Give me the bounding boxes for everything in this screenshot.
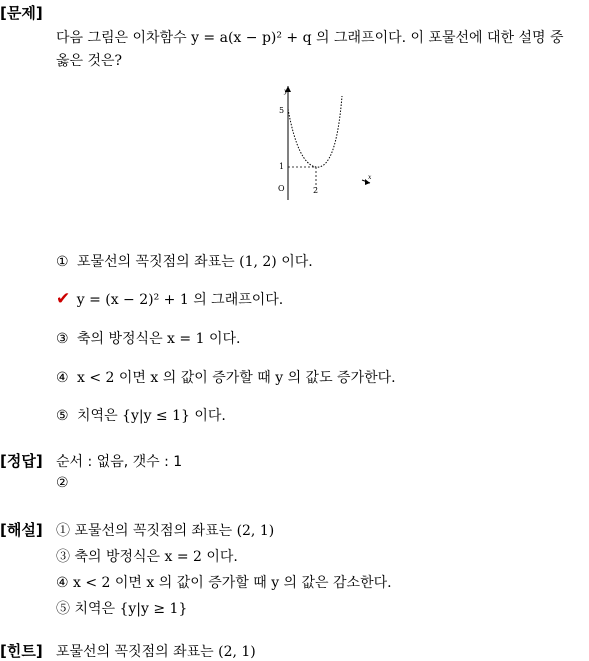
- check-mark-icon: ✔: [56, 289, 71, 309]
- choice-4-text: x < 2 이면 x 의 값이 증가할 때 y 의 값도 증가한다.: [77, 370, 396, 386]
- x-tick-2: 2: [313, 186, 319, 195]
- y-tick-5: 5: [279, 106, 285, 115]
- x-axis-label: x: [368, 174, 372, 181]
- question-line-2: 옳은 것은?: [56, 53, 123, 69]
- explanation-line-3: ④ x < 2 이면 x 의 값이 증가할 때 y 의 값은 감소한다.: [56, 575, 392, 591]
- y-tick-1: 1: [279, 162, 285, 171]
- answer-value: ②: [56, 475, 69, 491]
- parabola-graph: [270, 82, 380, 204]
- origin-label: O: [278, 184, 285, 193]
- hint-label: [힌트]: [0, 642, 43, 660]
- choice-3-text: 축의 방정식은 x = 1 이다.: [77, 331, 241, 347]
- answer-meta: 순서 : 없음, 갯수 : 1: [56, 454, 183, 470]
- question-line-1: 다음 그림은 이차함수 y = a(x − p)² + q 의 그래프이다. 이 포물선에 대한 설명 중: [56, 30, 564, 46]
- answer-label: [정답]: [0, 452, 43, 470]
- choice-3[interactable]: [56, 328, 240, 348]
- hint-text: 포물선의 꼭짓점의 좌표는 (2, 1): [56, 644, 256, 660]
- choice-4-number: ④: [56, 370, 69, 386]
- explanation-line-4: ⑤ 치역은 {y|y ≥ 1}: [56, 601, 188, 617]
- explanation-label: [해설]: [0, 521, 43, 539]
- parabola-curve: [288, 96, 342, 167]
- choice-5[interactable]: [56, 405, 226, 425]
- choice-5-number: ⑤: [56, 408, 69, 424]
- question-label: [문제]: [0, 4, 43, 22]
- choice-3-number: ③: [56, 331, 69, 347]
- choice-1-text: 포물선의 꼭짓점의 좌표는 (1, 2) 이다.: [77, 254, 313, 270]
- choice-4[interactable]: [56, 367, 396, 387]
- choice-2[interactable]: [56, 289, 283, 309]
- y-axis-label: y: [284, 88, 288, 95]
- choice-1[interactable]: [56, 251, 313, 271]
- explanation-line-1: ① 포물선의 꼭짓점의 좌표는 (2, 1): [56, 523, 275, 539]
- choice-1-number: ①: [56, 254, 69, 270]
- choice-2-text: y = (x − 2)² + 1 의 그래프이다.: [76, 292, 284, 308]
- explanation-line-2: ③ 축의 방정식은 x = 2 이다.: [56, 549, 238, 565]
- choice-5-text: 치역은 {y|y ≤ 1} 이다.: [77, 408, 226, 424]
